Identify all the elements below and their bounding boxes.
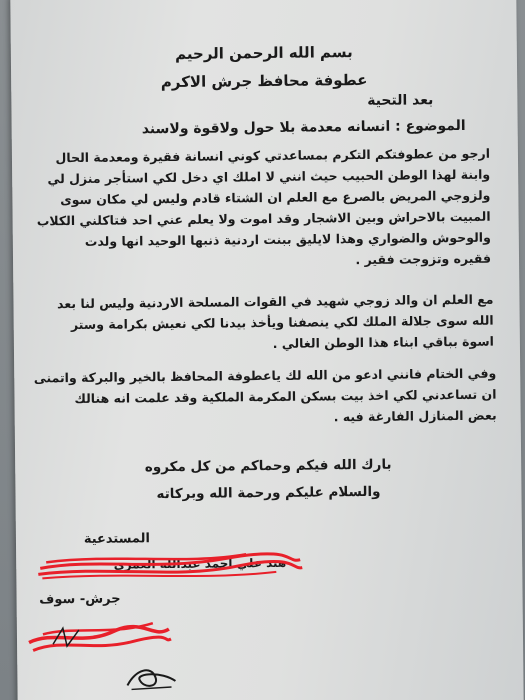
redaction-scribble bbox=[36, 544, 306, 587]
letter-paper bbox=[10, 0, 523, 700]
paragraph-line: ارجو من عطوفتكم التكرم بمساعدتي كوني انسانة فقيرة ومعدمة الحال bbox=[55, 145, 491, 166]
paragraph-line: بعض المنازل الفارغة فيه . bbox=[333, 407, 497, 425]
paragraph-line: المبيت بالاحراش وبين الاشجار وقد اموت ولا يعلم عني احد فتاكلني الكلاب bbox=[36, 208, 491, 229]
subject-line: الموضوع : انسانه معدمة بلا حول ولاقوة ولاسند bbox=[141, 117, 466, 138]
paragraph-line: وفي الختام فانني ادعو من الله لك ياعطوفة المحافظ بالخير والبركة واتمنى bbox=[33, 365, 497, 386]
paragraph-line: مع العلم ان والد زوجي شهيد في القوات المسلحة الاردنية وليس لنا بعد bbox=[57, 291, 494, 312]
paragraph-line: والوحوش والضواري وهذا لايليق ببنت اردنية ذنبها الوحيد انها ولدت bbox=[84, 229, 491, 249]
paragraph-line: ولزوجي المريض بالصرع مع العلم ان الشتاء قادم وليس لي مكان سوى bbox=[60, 187, 491, 208]
signature-mark bbox=[121, 659, 181, 694]
paragraph-line: اسوة بباقي ابناء هذا الوطن الغالي . bbox=[272, 333, 494, 351]
signature-redaction bbox=[23, 611, 174, 663]
paragraph-line: الله سوى جلالة الملك لكي ينصفنا ويأخذ بيدنا لكي نعيش بكرامة وستر bbox=[70, 312, 494, 333]
addressee: عطوفة محافظ جرش الاكرم bbox=[160, 70, 368, 92]
applicant-label: المستدعية bbox=[83, 531, 151, 547]
greeting: بعد التحية bbox=[367, 92, 434, 109]
applicant-name: هند علي احمد عبدالله العمري bbox=[113, 555, 287, 572]
paragraph-line: فقيره وتزوجت فقير . bbox=[355, 250, 492, 268]
blessing: بارك الله فيكم وحماكم من كل مكروه bbox=[144, 456, 392, 476]
closing: والسلام عليكم ورحمة الله وبركاته bbox=[156, 483, 381, 503]
paragraph-line: وابنة لهذا الوطن الحبيب حيث انني لا املك اي دخل لكي استأجر منزل لي bbox=[47, 166, 491, 187]
basmala: بسم الله الرحمن الرحيم bbox=[174, 43, 353, 63]
location: جرش- سوف bbox=[39, 591, 121, 608]
paragraph-line: ان تساعدني لكي اخذ بيت بسكن المكرمة الملكية وقد علمت انه هنالك bbox=[74, 386, 497, 407]
